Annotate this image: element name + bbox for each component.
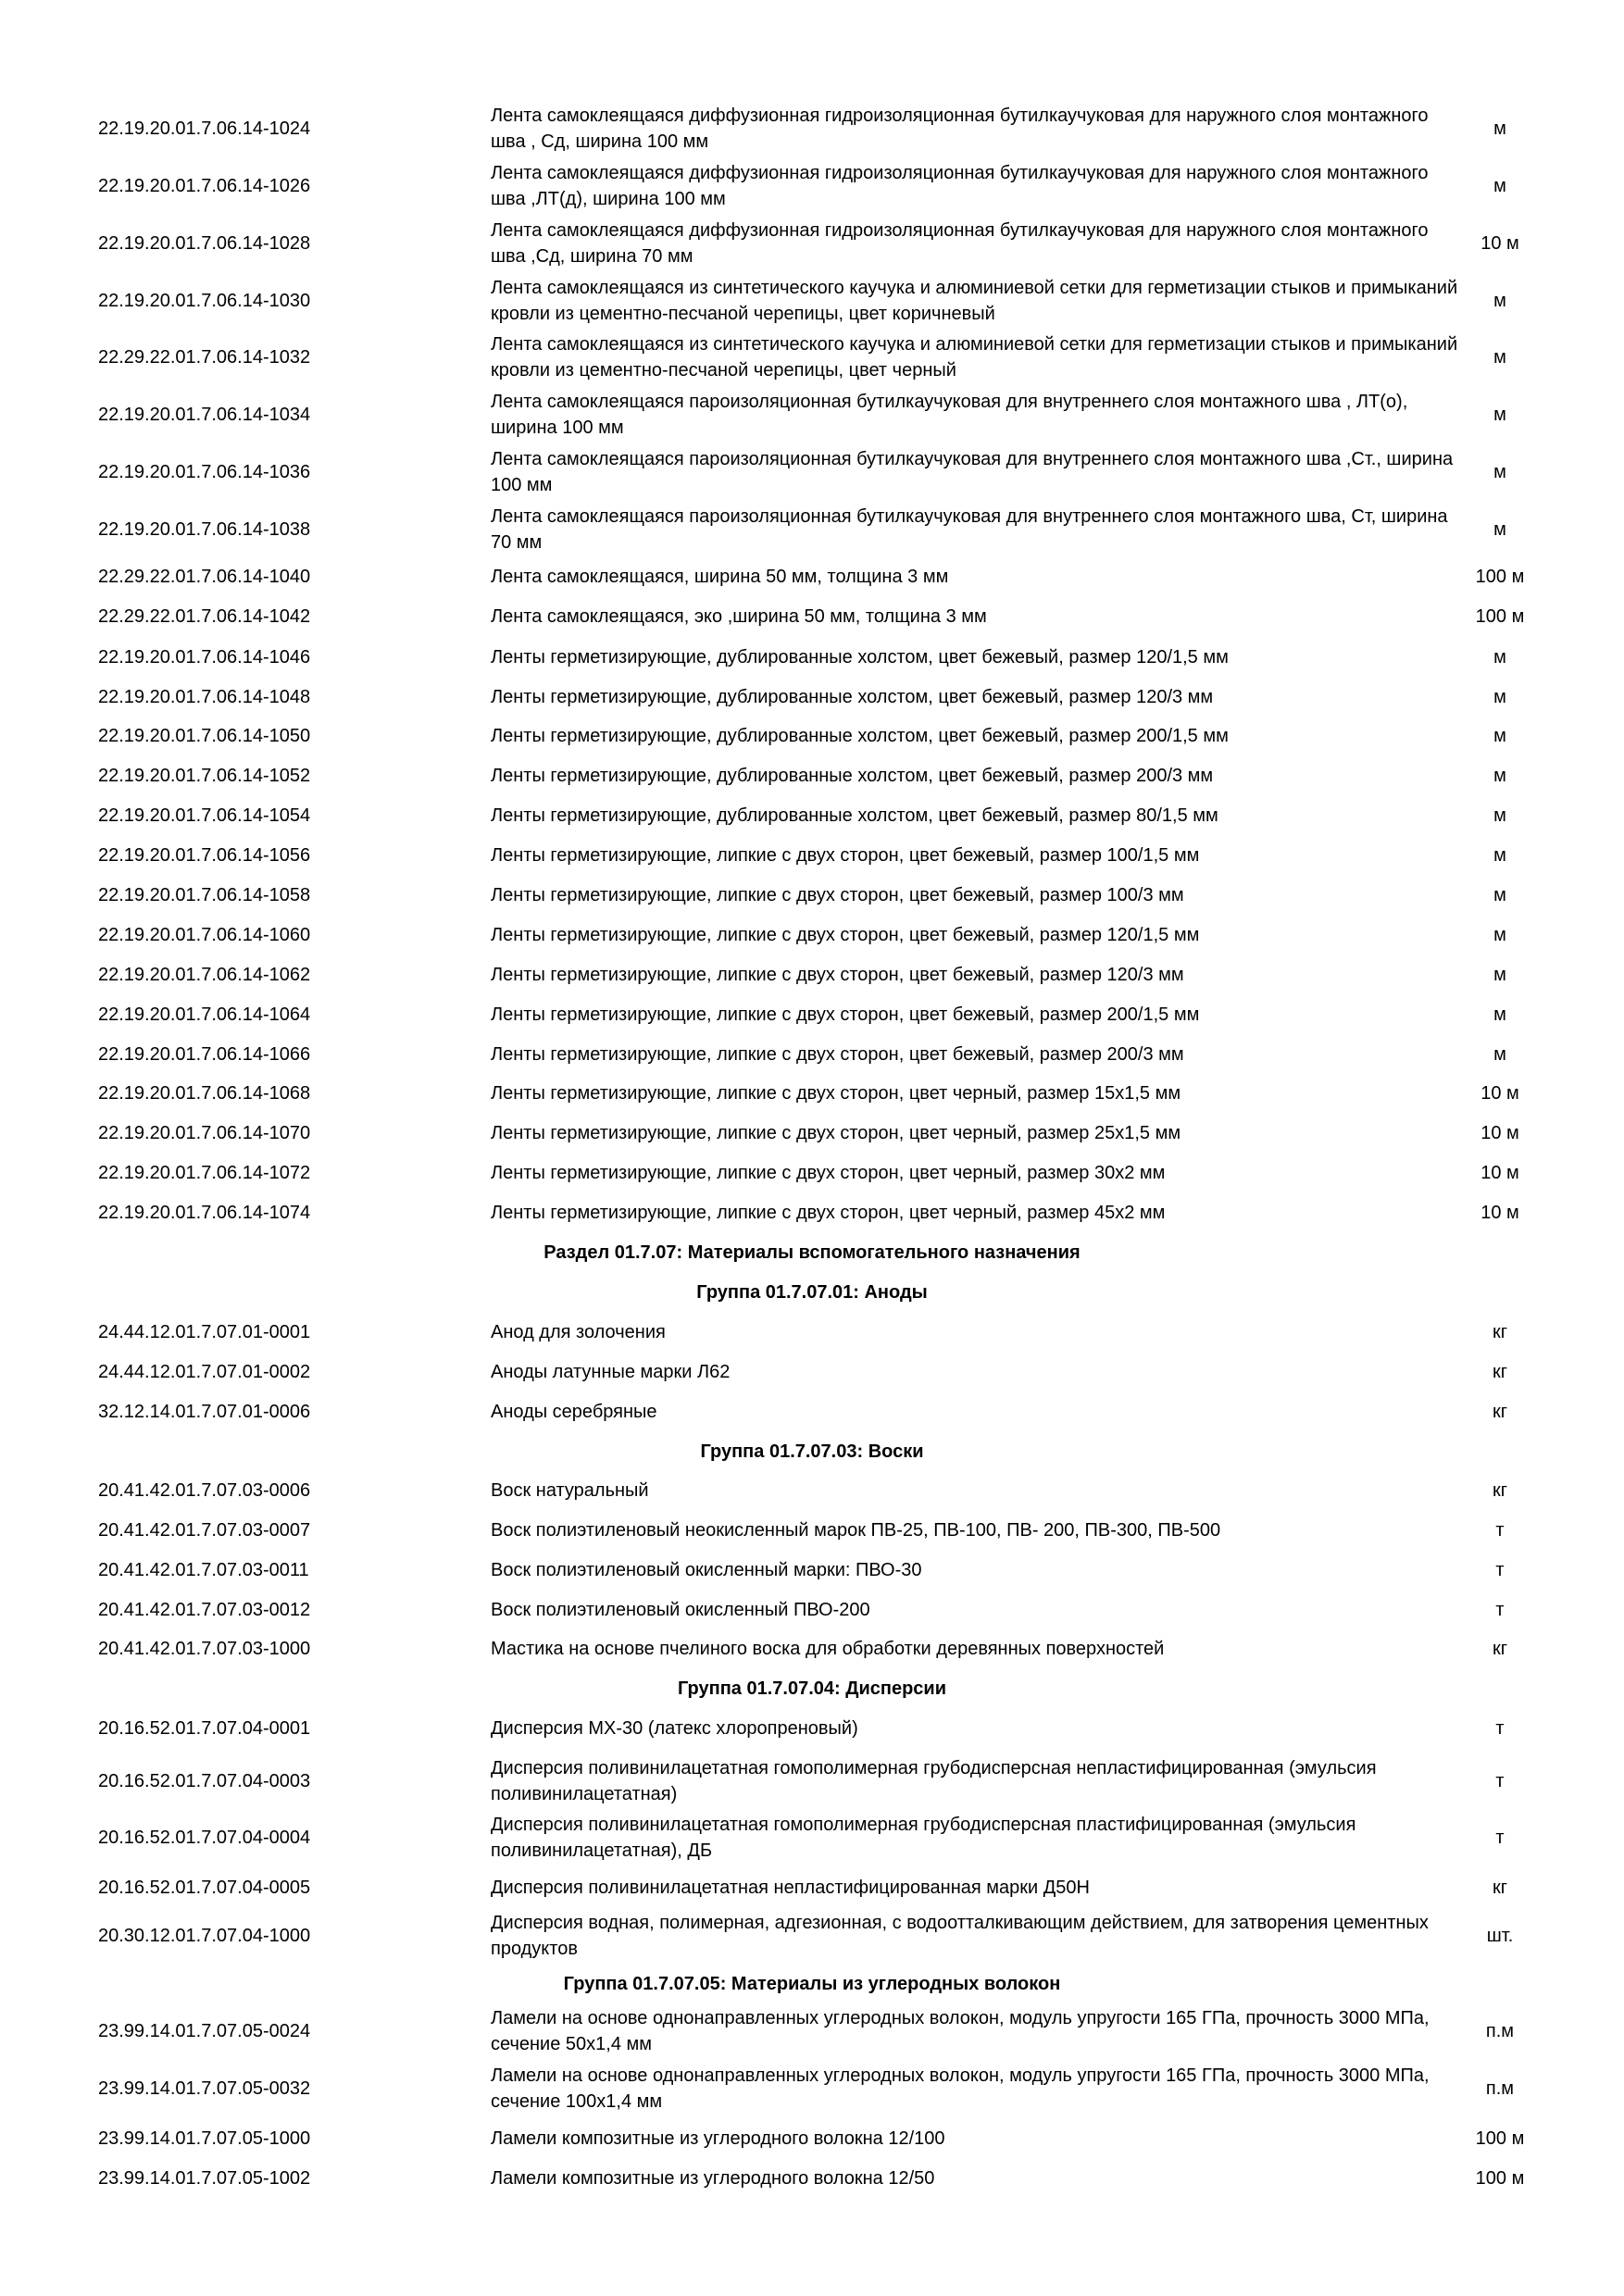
item-code: 22.19.20.01.7.06.14-1070 (98, 1123, 311, 1143)
item-unit: м (1493, 462, 1506, 482)
item-unit: 10 м (1480, 233, 1519, 254)
section-heading: Группа 01.7.07.05: Материалы из углеродных волокон (563, 1974, 1061, 1994)
item-description: Ламели на основе однонаправленных углеродных волокон, модуль упругости 165 ГПа, прочность 3000 МПа, сечение 50х1,4 мм (491, 2008, 1430, 2054)
item-description: Дисперсия поливинилацетатная непластифицированная марки Д50Н (491, 1878, 1090, 1898)
item-description: Ленты герметизирующие, липкие с двух сторон, цвет черный, размер 30х2 мм (491, 1163, 1166, 1183)
item-description: Дисперсия поливинилацетатная гомополимерная грубодисперсная непластифицированная (эмульсия поливинилацетатная) (491, 1758, 1377, 1804)
item-unit: м (1493, 965, 1506, 985)
item-code: 20.16.52.01.7.07.04-0003 (98, 1771, 311, 1791)
item-description: Дисперсия поливинилацетатная гомополимерная грубодисперсная пластифицированная (эмульсия поливинилацетатная), ДБ (491, 1815, 1356, 1861)
item-unit: т (1495, 1520, 1505, 1541)
item-code: 20.16.52.01.7.07.04-0004 (98, 1828, 311, 1848)
item-code: 24.44.12.01.7.07.01-0002 (98, 1362, 311, 1382)
item-code: 22.19.20.01.7.06.14-1074 (98, 1203, 311, 1223)
item-description: Ламели композитные из углеродного волокна 12/100 (491, 2128, 945, 2149)
item-code: 20.30.12.01.7.07.04-1000 (98, 1926, 311, 1946)
item-code: 22.29.22.01.7.06.14-1042 (98, 606, 311, 627)
item-description: Ламели композитные из углеродного волокна 12/50 (491, 2168, 935, 2189)
item-code: 22.19.20.01.7.06.14-1034 (98, 405, 311, 425)
item-unit: т (1495, 1771, 1505, 1791)
item-unit: 100 м (1475, 606, 1525, 627)
item-description: Аноды латунные марки Л62 (491, 1362, 731, 1382)
item-description: Дисперсия МХ-30 (латекс хлоропреновый) (491, 1718, 858, 1739)
item-unit: м (1493, 805, 1506, 826)
item-unit: м (1493, 845, 1506, 866)
item-unit: п.м (1485, 2021, 1515, 2041)
item-unit: кг (1492, 1878, 1508, 1898)
item-description: Мастика на основе пчелиного воска для обработки деревянных поверхностей (491, 1639, 1165, 1659)
item-unit: 10 м (1480, 1163, 1519, 1183)
item-description: Лента самоклеящаяся пароизоляционная бутилкаучуковая для внутреннего слоя монтажного шва ,Ст., ширина 100 мм (491, 449, 1454, 495)
item-code: 23.99.14.01.7.07.05-1002 (98, 2168, 311, 2189)
item-unit: м (1493, 885, 1506, 905)
item-unit: 100 м (1475, 2128, 1525, 2149)
item-unit: кг (1492, 1402, 1508, 1422)
item-unit: м (1493, 766, 1506, 786)
item-description: Аноды серебряные (491, 1402, 657, 1422)
item-code: 22.19.20.01.7.06.14-1038 (98, 519, 311, 540)
item-description: Ленты герметизирующие, дублированные холстом, цвет бежевый, размер 80/1,5 мм (491, 805, 1218, 826)
item-code: 22.19.20.01.7.06.14-1056 (98, 845, 311, 866)
item-description: Лента самоклеящаяся из синтетического каучука и алюминиевой сетки для герметизации стыков и примыканий кровли из цементно-песчаной черепицы, цвет черный (491, 334, 1458, 381)
item-description: Лента самоклеящаяся пароизоляционная бутилкаучуковая для внутреннего слоя монтажного шва, Ст, ширина 70 мм (491, 506, 1448, 553)
item-unit: шт. (1486, 1926, 1514, 1946)
item-unit: 100 м (1475, 567, 1525, 587)
item-code: 22.19.20.01.7.06.14-1072 (98, 1163, 311, 1183)
item-description: Воск полиэтиленовый окисленный марки: ПВО-30 (491, 1560, 922, 1580)
item-code: 22.19.20.01.7.06.14-1046 (98, 647, 311, 668)
item-unit: м (1493, 726, 1506, 746)
item-code: 22.29.22.01.7.06.14-1040 (98, 567, 311, 587)
item-description: Лента самоклеящаяся диффузионная гидроизоляционная бутилкаучуковая для наружного слоя монтажного шва ,Сд, ширина 70 мм (491, 220, 1429, 267)
item-code: 22.19.20.01.7.06.14-1050 (98, 726, 311, 746)
section-heading: Группа 01.7.07.01: Аноды (696, 1282, 928, 1303)
item-code: 22.19.20.01.7.06.14-1060 (98, 925, 311, 945)
item-code: 20.41.42.01.7.07.03-0012 (98, 1600, 311, 1620)
item-code: 22.19.20.01.7.06.14-1054 (98, 805, 311, 826)
item-unit: кг (1492, 1362, 1508, 1382)
item-code: 22.29.22.01.7.06.14-1032 (98, 347, 311, 368)
item-unit: м (1493, 291, 1506, 311)
item-description: Лента самоклеящаяся из синтетического каучука и алюминиевой сетки для герметизации стыков и примыканий кровли из цементно-песчаной черепицы, цвет коричневый (491, 278, 1458, 324)
item-code: 20.16.52.01.7.07.04-0005 (98, 1878, 311, 1898)
item-description: Воск полиэтиленовый окисленный ПВО-200 (491, 1600, 870, 1620)
item-code: 22.19.20.01.7.06.14-1048 (98, 687, 311, 707)
item-description: Воск натуральный (491, 1480, 649, 1501)
item-unit: м (1493, 119, 1506, 139)
item-code: 22.19.20.01.7.06.14-1028 (98, 233, 311, 254)
item-description: Ленты герметизирующие, липкие с двух сторон, цвет бежевый, размер 100/3 мм (491, 885, 1184, 905)
item-code: 23.99.14.01.7.07.05-0032 (98, 2078, 311, 2099)
item-unit: м (1493, 687, 1506, 707)
item-code: 22.19.20.01.7.06.14-1064 (98, 1004, 311, 1025)
item-description: Лента самоклеящаяся, эко ,ширина 50 мм, толщина 3 мм (491, 606, 987, 627)
item-description: Ленты герметизирующие, липкие с двух сторон, цвет бежевый, размер 200/1,5 мм (491, 1004, 1200, 1025)
item-code: 23.99.14.01.7.07.05-1000 (98, 2128, 311, 2149)
item-code: 22.19.20.01.7.06.14-1024 (98, 119, 311, 139)
item-code: 20.41.42.01.7.07.03-0007 (98, 1520, 311, 1541)
item-description: Ламели на основе однонаправленных углеродных волокон, модуль упругости 165 ГПа, прочность 3000 МПа, сечение 100х1,4 мм (491, 2065, 1430, 2112)
item-description: Ленты герметизирующие, липкие с двух сторон, цвет черный, размер 25х1,5 мм (491, 1123, 1181, 1143)
item-code: 22.19.20.01.7.06.14-1062 (98, 965, 311, 985)
item-description: Лента самоклеящаяся, ширина 50 мм, толщина 3 мм (491, 567, 949, 587)
item-unit: т (1495, 1718, 1505, 1739)
section-heading: Группа 01.7.07.03: Воски (700, 1441, 924, 1462)
item-unit: т (1495, 1600, 1505, 1620)
item-description: Лента самоклеящаяся диффузионная гидроизоляционная бутилкаучуковая для наружного слоя монтажного шва ,ЛТ(д), ширина 100 мм (491, 163, 1429, 209)
item-code: 22.19.20.01.7.06.14-1026 (98, 176, 311, 196)
item-code: 22.19.20.01.7.06.14-1030 (98, 291, 311, 311)
item-description: Лента самоклеящаяся диффузионная гидроизоляционная бутилкаучуковая для наружного слоя монтажного шва , Сд, ширина 100 мм (491, 106, 1429, 152)
item-unit: м (1493, 347, 1506, 368)
item-code: 24.44.12.01.7.07.01-0001 (98, 1322, 311, 1342)
item-unit: т (1495, 1560, 1505, 1580)
item-unit: т (1495, 1828, 1505, 1848)
item-description: Ленты герметизирующие, липкие с двух сторон, цвет черный, размер 45х2 мм (491, 1203, 1166, 1223)
item-unit: м (1493, 176, 1506, 196)
item-unit: м (1493, 925, 1506, 945)
item-unit: м (1493, 647, 1506, 668)
item-description: Ленты герметизирующие, дублированные холстом, цвет бежевый, размер 200/1,5 мм (491, 726, 1229, 746)
item-code: 22.19.20.01.7.06.14-1052 (98, 766, 311, 786)
item-description: Ленты герметизирующие, липкие с двух сторон, цвет бежевый, размер 120/3 мм (491, 965, 1184, 985)
item-unit: м (1493, 519, 1506, 540)
item-code: 22.19.20.01.7.06.14-1058 (98, 885, 311, 905)
item-code: 20.41.42.01.7.07.03-0006 (98, 1480, 311, 1501)
item-unit: 10 м (1480, 1083, 1519, 1104)
item-unit: м (1493, 405, 1506, 425)
item-code: 22.19.20.01.7.06.14-1066 (98, 1044, 311, 1065)
item-code: 20.41.42.01.7.07.03-0011 (98, 1560, 309, 1580)
item-description: Лента самоклеящаяся пароизоляционная бутилкаучуковая для внутреннего слоя монтажного шва , ЛТ(о), ширина 100 мм (491, 392, 1408, 438)
item-unit: м (1493, 1044, 1506, 1065)
section-heading: Раздел 01.7.07: Материалы вспомогательного назначения (543, 1242, 1081, 1263)
item-unit: кг (1492, 1322, 1508, 1342)
item-unit: п.м (1485, 2078, 1515, 2099)
item-code: 20.16.52.01.7.07.04-0001 (98, 1718, 311, 1739)
item-description: Воск полиэтиленовый неокисленный марок ПВ-25, ПВ-100, ПВ- 200, ПВ-300, ПВ-500 (491, 1520, 1221, 1541)
item-unit: кг (1492, 1480, 1508, 1501)
item-unit: 100 м (1475, 2168, 1525, 2189)
item-code: 22.19.20.01.7.06.14-1068 (98, 1083, 311, 1104)
item-description: Ленты герметизирующие, липкие с двух сторон, цвет бежевый, размер 100/1,5 мм (491, 845, 1200, 866)
item-description: Ленты герметизирующие, дублированные холстом, цвет бежевый, размер 120/3 мм (491, 687, 1214, 707)
item-description: Ленты герметизирующие, дублированные холстом, цвет бежевый, размер 120/1,5 мм (491, 647, 1229, 668)
item-unit: 10 м (1480, 1123, 1519, 1143)
item-unit: 10 м (1480, 1203, 1519, 1223)
item-description: Ленты герметизирующие, липкие с двух сторон, цвет бежевый, размер 200/3 мм (491, 1044, 1184, 1065)
item-code: 22.19.20.01.7.06.14-1036 (98, 462, 311, 482)
item-description: Дисперсия водная, полимерная, адгезионная, с водоотталкивающим действием, для затворения цементных продуктов (491, 1913, 1429, 1959)
item-description: Анод для золочения (491, 1322, 666, 1342)
section-heading: Группа 01.7.07.04: Дисперсии (677, 1678, 947, 1699)
item-unit: кг (1492, 1639, 1508, 1659)
item-code: 23.99.14.01.7.07.05-0024 (98, 2021, 311, 2041)
item-code: 32.12.14.01.7.07.01-0006 (98, 1402, 311, 1422)
item-description: Ленты герметизирующие, дублированные холстом, цвет бежевый, размер 200/3 мм (491, 766, 1214, 786)
item-description: Ленты герметизирующие, липкие с двух сторон, цвет черный, размер 15х1,5 мм (491, 1083, 1181, 1104)
item-code: 20.41.42.01.7.07.03-1000 (98, 1639, 311, 1659)
item-description: Ленты герметизирующие, липкие с двух сторон, цвет бежевый, размер 120/1,5 мм (491, 925, 1200, 945)
item-unit: м (1493, 1004, 1506, 1025)
